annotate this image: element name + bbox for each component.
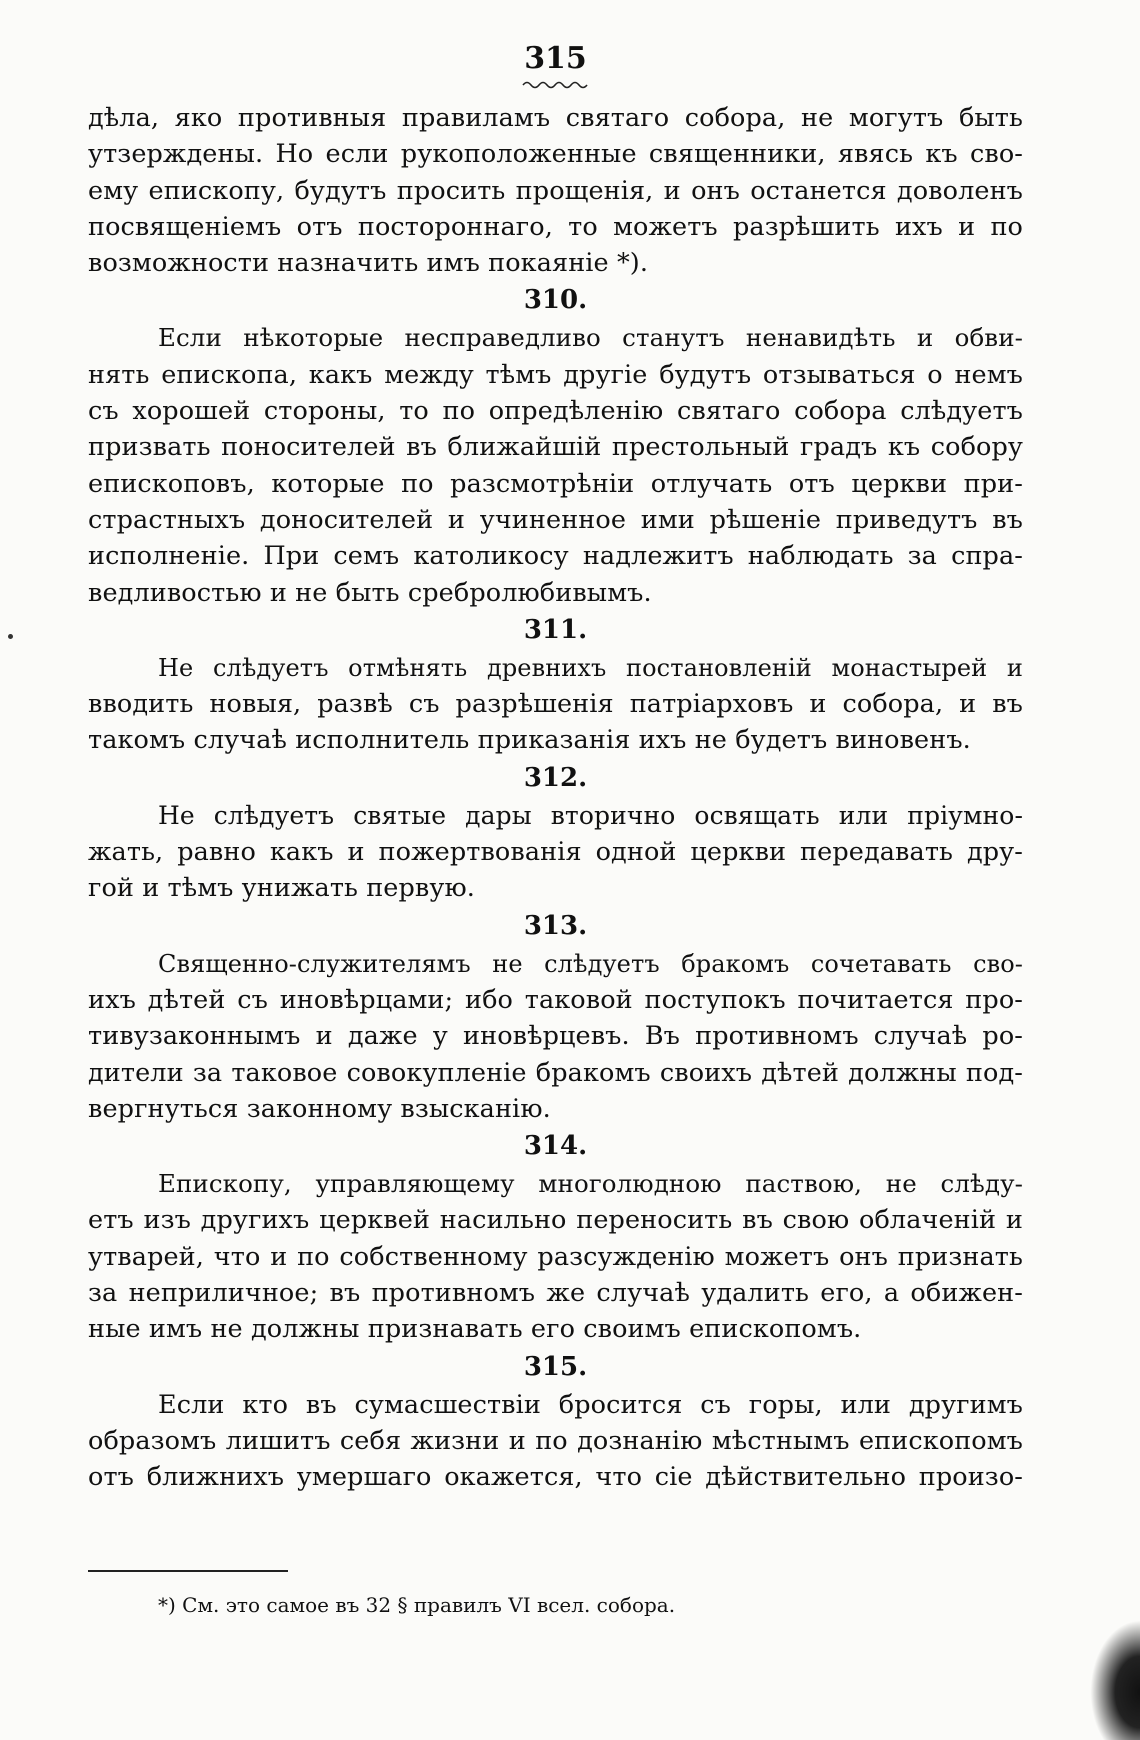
page-number: 315 (524, 41, 587, 76)
text-line: Не слѣдуетъ отмѣнять древнихъ постановленій монастырей и (158, 653, 1023, 682)
footnote: *) См. это самое въ 32 § правилъ VI всел. собора. (158, 1593, 676, 1617)
section-paragraph (88, 946, 1023, 1127)
section-number: 312. (523, 762, 588, 793)
section-paragraph (88, 1387, 1023, 1496)
text-line: тивузаконнымъ и даже у иновѣрцевъ. Въ противномъ случаѣ ро- (88, 1021, 1023, 1052)
section-number: 311. (523, 614, 588, 645)
text-line: епископовъ, которые по разсмотрѣніи отлучать отъ церкви при- (88, 468, 1023, 499)
text-line: посвященіемъ отъ постороннаго, то можетъ разрѣшить ихъ и по (88, 211, 1023, 242)
text-line: утзерждены. Но если рукоположенные священники, явясь къ сво- (88, 139, 1023, 170)
page-edge-smudge (1090, 1620, 1140, 1740)
section-number: 310. (523, 285, 588, 316)
text-line: Священно-служителямъ не слѣдуетъ бракомъ сочетавать сво- (158, 949, 1023, 978)
text-line: отъ ближнихъ умершаго окажется, что сіе дѣйствительно произо- (88, 1462, 1023, 1493)
text-line: страстныхъ доносителей и учиненное ими рѣшеніе приведутъ въ (88, 504, 1023, 535)
text-line: исполненіе. При семъ католикосу надлежитъ наблюдать за спра- (88, 541, 1023, 572)
text-line: Не слѣдуетъ святые дары вторично освящать или пріумно- (158, 800, 1023, 830)
section-number: 314. (523, 1131, 588, 1162)
text-line: вергнуться законному взысканію. (88, 1093, 551, 1124)
text-line: такомъ случаѣ исполнитель приказанія ихъ не будетъ виновенъ. (88, 725, 971, 756)
page-body (88, 38, 1023, 1496)
text-line: возможности назначить имъ покаяніе *). (88, 248, 649, 279)
text-line: ные имъ не должны признавать его своимъ епископомъ. (88, 1314, 862, 1345)
text-line: образомъ лишитъ себя жизни и по дознанію мѣстнымъ епископомъ (88, 1425, 1023, 1456)
text-line: утварей, что и по собственному разсужденію можетъ онъ признать (88, 1241, 1023, 1272)
text-line: дители за таковое совокупленіе бракомъ своихъ дѣтей должны под- (88, 1057, 1023, 1088)
text-line: дѣла, яко противныя правиламъ святаго собора, не могутъ быть (88, 103, 1023, 133)
footnote-divider (88, 1570, 288, 1572)
text-line: ему епископу, будутъ просить прощенія, и онъ останется доволенъ (88, 175, 1023, 206)
text-line: нять епископа, какъ между тѣмъ другіе будутъ отзываться о немъ (88, 359, 1023, 390)
text-line: етъ изъ другихъ церквей насильно переносить въ свою облаченій и (88, 1205, 1023, 1236)
sections-container (88, 283, 1023, 1495)
section-paragraph (88, 650, 1023, 759)
text-line: Епископу, управляющему многолюдною паствою, не слѣду- (158, 1169, 1023, 1199)
text-line: за неприличное; въ противномъ же случаѣ удалить его, а обижен- (88, 1278, 1023, 1309)
text-line: гой и тѣмъ унижать первую. (88, 873, 475, 904)
continuation-paragraph (88, 100, 1023, 281)
text-line: Если нѣкоторые несправедливо станутъ ненавидѣть и обви- (158, 323, 1023, 353)
section-paragraph (88, 320, 1023, 610)
text-line: съ хорошей стороны, то по опредѣленію святаго собора слѣдуетъ (88, 396, 1023, 427)
wavy-ornament-icon (521, 80, 591, 90)
text-line: ведливостью и не быть сребролюбивымъ. (88, 577, 652, 608)
text-line: вводить новыя, развѣ съ разрѣшенія патріарховъ и собора, и въ (88, 689, 1023, 720)
section-number: 313. (523, 910, 588, 941)
text-line: ихъ дѣтей съ иновѣрцами; ибо таковой поступокъ почитается про- (88, 984, 1023, 1015)
section-paragraph (88, 798, 1023, 907)
section-number: 315. (523, 1351, 588, 1382)
text-line: Если кто въ сумасшествіи бросится съ горы, или другимъ (158, 1389, 1023, 1420)
text-line: призвать поносителей въ ближайшій престольный градъ къ собору (88, 432, 1023, 463)
stray-mark (8, 634, 13, 639)
text-line: жать, равно какъ и пожертвованія одной церкви передавать дру- (88, 837, 1023, 868)
section-paragraph (88, 1166, 1023, 1347)
